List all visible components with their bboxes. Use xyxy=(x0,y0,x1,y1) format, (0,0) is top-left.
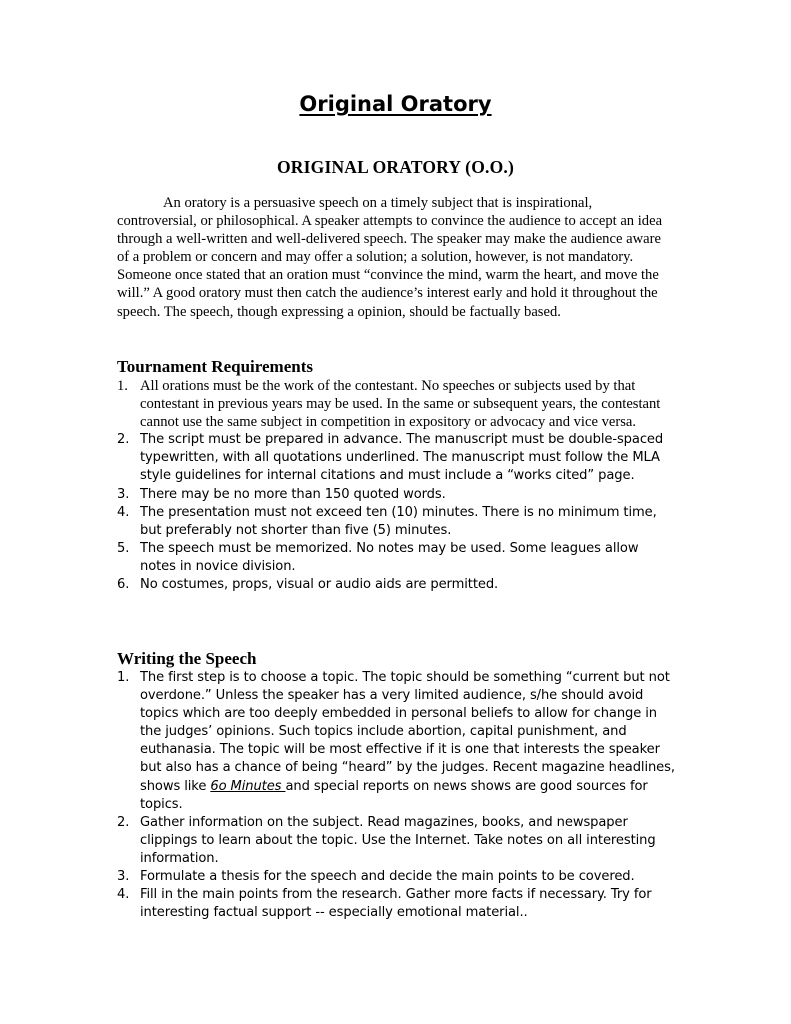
list-item-number: 5. xyxy=(117,540,130,556)
list-item-text: Formulate a thesis for the speech and decide the main points to be covered. xyxy=(140,869,635,885)
list-item-number: 6. xyxy=(117,577,130,593)
list-item-number: 3. xyxy=(117,869,130,885)
list-item-text: There may be no more than 150 quoted words. xyxy=(140,486,446,502)
requirements-list xyxy=(117,377,677,594)
list-item xyxy=(117,669,677,814)
list-item-number: 4. xyxy=(117,504,130,520)
list-item xyxy=(117,886,677,922)
list-item-number: 1. xyxy=(117,378,128,394)
list-item-text: The presentation must not exceed ten (10) minutes. There is no minimum time, but preferably not shorter than five (5) minutes. xyxy=(140,504,657,538)
list-item-text: The first step is to choose a topic. The topic should be something “current but not overdone.” Unless the speaker has a very limited audience, s/he should avoid topics which are too deeply embedded in personal beliefs to allow for change in the judges’ opinions. Such topics include abortion, capital punishment, and euthanasia. The topic will be most effective if it is one that interests the speaker but also has a chance of being “heard” by the judges. Recent magazine headlines, shows like xyxy=(140,670,675,794)
list-item xyxy=(117,377,677,431)
list-item-text: The script must be prepared in advance. The manuscript must be double-spaced typewritten, with all quotations underlined. The manuscript must follow the MLA style guidelines for internal citations and must include a “works cited” page. xyxy=(140,432,664,484)
requirements-heading: Tournament Requirements xyxy=(117,357,313,376)
list-item xyxy=(117,431,677,485)
list-item-text: All orations must be the work of the contestant. No speeches or subjects used by that contestant in previous years may be used. In the same or subsequent years, the contestant cannot use the same subject in competition in expository or advocacy and vice versa. xyxy=(140,378,661,431)
list-item-text: and special reports on news shows are good sources for topics. xyxy=(140,778,648,812)
list-item xyxy=(117,540,677,576)
list-item-text: No costumes, props, visual or audio aids are permitted. xyxy=(140,577,499,593)
list-item-number: 2. xyxy=(117,432,130,448)
page-title: Original Oratory xyxy=(299,92,492,116)
intro-paragraph: An oratory is a persuasive speech on a timely subject that is inspirational, controversial, or philosophical. A speaker attempts to convince the audience to accept an idea through a well-written and well-delivered speech. The speaker may make the audience aware of a problem or concern and may offer a solution; a solution, however, is not mandatory. Someone once stated that an oration must “convince the mind, warm the heart, and move the will.” A good oratory must then catch the audience’s interest early and hold it throughout the speech. The speech, though expressing a opinion, should be factually based. xyxy=(117,195,663,320)
list-item xyxy=(117,868,677,886)
list-item-text: Gather information on the subject. Read magazines, books, and newspaper clippings to learn about the topic. Use the Internet. Take notes on all interesting information. xyxy=(140,814,656,866)
writing-list xyxy=(117,669,677,922)
page-subtitle: ORIGINAL ORATORY (O.O.) xyxy=(276,157,514,177)
list-item xyxy=(117,814,677,868)
list-item-text: Fill in the main points from the research. Gather more facts if necessary. Try for interesting factual support -- especially emotional material.. xyxy=(140,887,652,921)
list-item xyxy=(117,576,677,594)
list-item-text: The speech must be memorized. No notes may be used. Some leagues allow notes in novice division. xyxy=(140,540,639,574)
list-item-number: 1. xyxy=(117,670,130,685)
list-item-number: 3. xyxy=(117,486,130,502)
list-item xyxy=(117,504,677,540)
show-title: 6o Minutes xyxy=(210,778,286,794)
list-item xyxy=(117,486,677,504)
writing-heading: Writing the Speech xyxy=(117,649,257,668)
list-item-number: 2. xyxy=(117,814,130,830)
list-item-number: 4. xyxy=(117,887,130,903)
